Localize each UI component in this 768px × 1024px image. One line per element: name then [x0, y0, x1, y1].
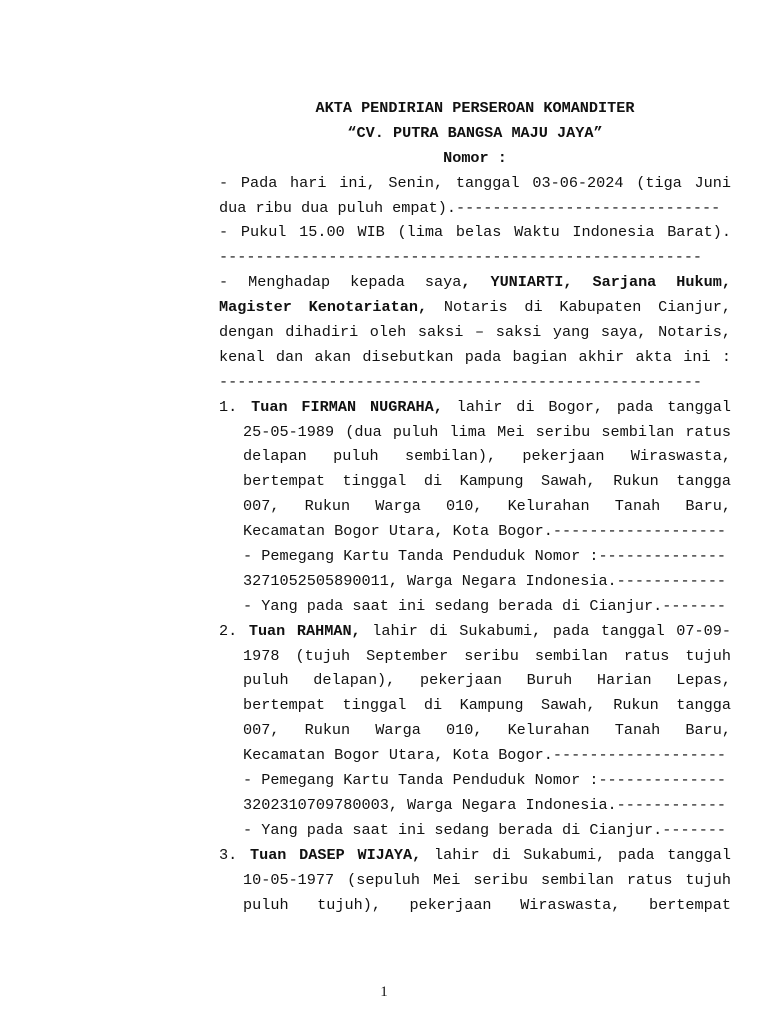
person-1-line-6: Kecamatan Bogor Utara, Kota Bogor.-------------------	[243, 522, 727, 541]
intro-line-6	[219, 295, 731, 320]
notary-name: , YUNIARTI, Sarjana Hukum,	[461, 273, 731, 292]
person-2-line-1	[219, 619, 731, 644]
person-3-number: 3.	[219, 845, 238, 864]
person-2-line-2: 1978 (tujuh September seribu sembilan ratus tujuh	[243, 646, 731, 665]
person-1-line-1	[219, 395, 731, 420]
intro-line-3: - Pukul 15.00 WIB (lima belas Waktu Indonesia Barat).	[219, 223, 731, 242]
person-3-line-2: 10-05-1977 (sepuluh Mei seribu sembilan ratus tujuh	[243, 870, 731, 889]
person-2-line-8: 3202310709780003, Warga Negara Indonesia.------------	[243, 795, 727, 814]
notary-title: Magister Kenotariatan,	[219, 298, 428, 317]
intro-line-6-text: Notaris di Kabupaten Cianjur,	[427, 298, 731, 317]
person-1-line-3: delapan puluh sembilan), pekerjaan Wiraswasta,	[243, 447, 731, 466]
intro-line-2: dua ribu dua puluh empat).-----------------------------	[219, 198, 721, 217]
person-1-line-4: bertempat tinggal di Kampung Sawah, Rukun tangga	[243, 472, 731, 491]
intro-line-1: - Pada hari ini, Senin, tanggal 03-06-2024 (tiga Juni	[219, 173, 731, 192]
person-1-line-7: - Pemegang Kartu Tanda Penduduk Nomor :--------------	[243, 547, 727, 566]
document-body	[219, 96, 731, 917]
person-2-line-9: - Yang pada saat ini sedang berada di Cianjur.-------	[243, 820, 727, 839]
deed-title: AKTA PENDIRIAN PERSEROAN KOMANDITER	[315, 99, 635, 117]
intro-line-5-text: - Menghadap kepada saya	[219, 273, 462, 292]
person-1-line-8: 3271052505890011, Warga Negara Indonesia.------------	[243, 571, 727, 590]
person-1-number: 1.	[219, 397, 238, 416]
person-2-line-1-text: lahir di Sukabumi, pada tanggal 07-09-	[360, 621, 731, 640]
intro-line-8: kenal dan akan disebutkan pada bagian akhir akta ini :	[219, 347, 731, 366]
person-2-line-6: Kecamatan Bogor Utara, Kota Bogor.-------------------	[243, 746, 727, 765]
person-1-line-5: 007, Rukun Warga 010, Kelurahan Tanah Baru,	[243, 497, 731, 516]
person-2-line-4: bertempat tinggal di Kampung Sawah, Rukun tangga	[243, 696, 731, 715]
person-3-line-1-text: lahir di Sukabumi, pada tanggal	[421, 845, 731, 864]
person-2-name: Tuan RAHMAN,	[248, 621, 361, 640]
person-1-name: Tuan FIRMAN NUGRAHA,	[251, 397, 443, 416]
person-1-line-1-text: lahir di Bogor, pada tanggal	[442, 397, 731, 416]
person-3-line-1	[219, 843, 731, 868]
person-2-line-3: puluh delapan), pekerjaan Buruh Harian Lepas,	[243, 671, 731, 690]
intro-separator-1: -----------------------------------------------------	[219, 248, 703, 267]
person-2-number: 2.	[219, 621, 238, 640]
page-number: 1	[380, 984, 388, 1000]
deed-number-label: Nomor :	[443, 148, 507, 167]
person-2-line-5: 007, Rukun Warga 010, Kelurahan Tanah Baru,	[243, 721, 731, 740]
intro-line-5	[219, 270, 731, 295]
person-3-line-3: puluh tujuh), pekerjaan Wiraswasta, bertempat	[243, 895, 731, 914]
person-2-line-7: - Pemegang Kartu Tanda Penduduk Nomor :--------------	[243, 771, 727, 790]
intro-separator-2: -----------------------------------------------------	[219, 372, 703, 391]
intro-line-7: dengan dihadiri oleh saksi – saksi yang saya, Notaris,	[219, 323, 731, 342]
person-3-name: Tuan DASEP WIJAYA,	[249, 845, 422, 864]
person-1-line-2: 25-05-1989 (dua puluh lima Mei seribu sembilan ratus	[243, 422, 731, 441]
person-1-line-9: - Yang pada saat ini sedang berada di Cianjur.-------	[243, 596, 727, 615]
company-name: “CV. PUTRA BANGSA MAJU JAYA”	[347, 123, 603, 142]
